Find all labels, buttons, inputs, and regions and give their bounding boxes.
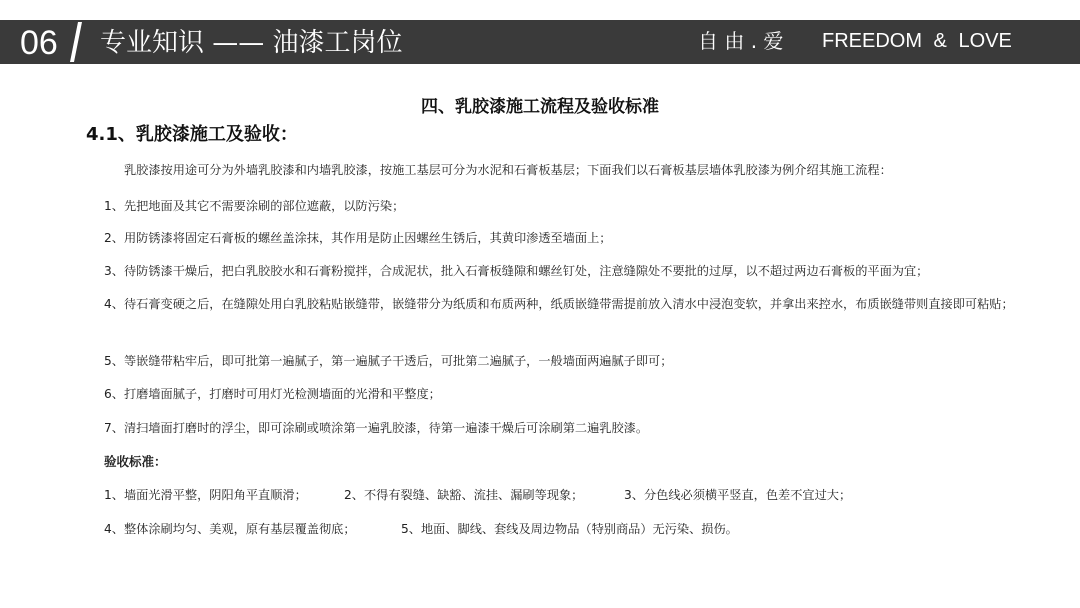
page-title: 四、乳胶漆施工流程及验收标准 bbox=[421, 97, 659, 117]
process-step: 4、待石膏变硬之后，在缝隙处用白乳胶粘贴嵌缝带，嵌缝带分为纸质和布质两种，纸质嵌缝带需提前放入清水中浸泡变软，并拿出来控水，布质嵌缝带则直接即可粘贴； bbox=[104, 297, 1014, 311]
acceptance-item: 3、分色线必须横平竖直，色差不宜过大； bbox=[624, 488, 852, 502]
acceptance-row bbox=[104, 520, 738, 537]
acceptance-item: 1、墙面光滑平整，阴阳角平直顺滑； bbox=[104, 488, 307, 502]
header-slogan-en: FREEDOM & LOVE bbox=[822, 30, 1012, 52]
process-step: 5、等嵌缝带粘牢后，即可批第一遍腻子，第一遍腻子干透后，可批第二遍腻子，一般墙面两遍腻子即可； bbox=[104, 354, 673, 368]
acceptance-item: 5、地面、脚线、套线及周边物品（特别商品）无污染、损伤。 bbox=[401, 522, 738, 536]
section-heading: 4.1、乳胶漆施工及验收： bbox=[86, 124, 298, 145]
process-step: 2、用防锈漆将固定石膏板的螺丝盖涂抹，其作用是防止因螺丝生锈后，其黄印渗透至墙面上； bbox=[104, 231, 612, 245]
header-slogan-cn: 自 由 . 爱 bbox=[698, 29, 784, 53]
acceptance-item: 4、整体涂刷均匀、美观，原有基层覆盖彻底； bbox=[104, 522, 356, 536]
process-step: 1、先把地面及其它不需要涂刷的部位遮蔽，以防污染； bbox=[104, 199, 405, 213]
acceptance-item: 2、不得有裂缝、缺豁、流挂、漏刷等现象； bbox=[344, 488, 584, 502]
header-section-number: 06 bbox=[20, 24, 58, 62]
process-step: 7、清扫墙面打磨时的浮尘，即可涂刷或喷涂第一遍乳胶漆，待第一遍漆干燥后可涂刷第二遍乳胶漆。 bbox=[104, 421, 649, 435]
process-step: 6、打磨墙面腻子，打磨时可用灯光检测墙面的光滑和平整度； bbox=[104, 387, 441, 401]
process-step: 3、待防锈漆干燥后，把白乳胶胶水和石膏粉搅拌，合成泥状，批入石膏板缝隙和螺丝钉处，注意缝隙处不要批的过厚，以不超过两边石膏板的平面为宜； bbox=[104, 264, 929, 278]
acceptance-heading: 验收标准： bbox=[104, 454, 167, 469]
slash-divider-icon bbox=[70, 20, 82, 64]
header-title: 专业知识 —— 油漆工岗位 bbox=[100, 28, 403, 58]
intro-paragraph: 乳胶漆按用途可分为外墙乳胶漆和内墙乳胶漆，按施工基层可分为水泥和石膏板基层；下面我们以石膏板基层墙体乳胶漆为例介绍其施工流程： bbox=[124, 163, 892, 177]
acceptance-row bbox=[104, 486, 851, 503]
